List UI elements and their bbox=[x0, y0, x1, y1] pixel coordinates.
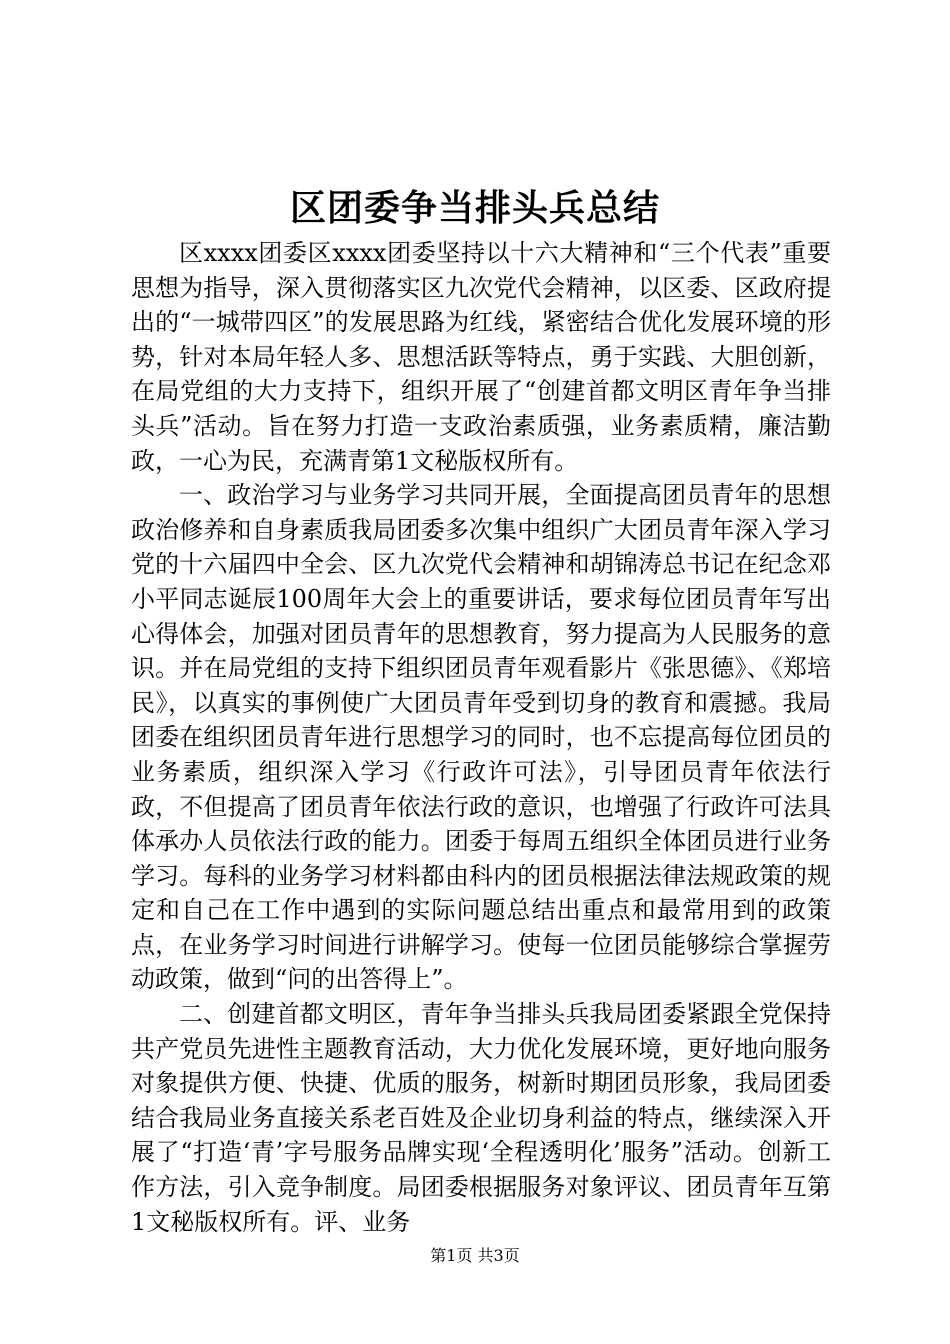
paragraph-intro: 区xxxx团委区xxxx团委坚持以十六大精神和“三个代表”重要思想为指导，深入贯彻落实区九次党代会精神，以区委、区政府提出的“一城带四区”的发展思路为红线，紧密结合优化发展环境的形势，针对本局年轻人多、思想活跃等特点，勇于实践、大胆创新，在局党组的大力支持下，组织开展了“创建首都文明区青年争当排头兵”活动。旨在努力打造一支政治素质强，业务素质精，廉洁勤政，一心为民，充满青第1文秘版权所有。 bbox=[131, 239, 831, 475]
page-number-footer: 第1页 共3页 bbox=[430, 1246, 520, 1265]
paragraph-section-one: 一、政治学习与业务学习共同开展，全面提高团员青年的思想政治修养和自身素质我局团委多次集中组织广大团员青年深入学习党的十六届四中全会、区九次党代会精神和胡锦涛总书记在纪念邓小平同志诞辰100周年大会上的重要讲话，要求每位团员青年写出心得体会，加强对团员青年的思想教育，努力提高为人民服务的意识。并在局党组的支持下组织团员青年观看影片《张思德》、《郑培民》，以真实的事例使广大团员青年受到切身的教育和震撼。我局团委在组织团员青年进行思想学习的同时，也不忘提高每位团员的业务素质，组织深入学习《行政许可法》，引导团员青年依法行政，不但提高了团员青年依法行政的意识，也增强了行政许可法具体承办人员依法行政的能力。团委于每周五组织全体团员进行业务学习。每科的业务学习材料都由科内的团员根据法律法规政策的规定和自己在工作中遇到的实际问题总结出重点和最常用到的政策点，在业务学习时间进行讲解学习。使每一位团员能够综合掌握劳动政策，做到“问的出答得上”。 bbox=[131, 481, 831, 994]
paragraph-section-two: 二、创建首都文明区，青年争当排头兵我局团委紧跟全党保持共产党员先进性主题教育活动，大力优化发展环境，更好地向服务对象提供方便、快捷、优质的服务，树新时期团员形象，我局团委结合我局业务直接关系老百姓及企业切身利益的特点，继续深入开展了“打造‘青’字号服务品牌实现‘全程透明化’服务”活动。创新工作方法，引入竞争制度。局团委根据服务对象评议、团员青年互第1文秘版权所有。评、业务 bbox=[131, 1000, 831, 1236]
document-title: 区团委争当排头兵总结 bbox=[289, 187, 660, 229]
document-body bbox=[131, 236, 831, 1239]
